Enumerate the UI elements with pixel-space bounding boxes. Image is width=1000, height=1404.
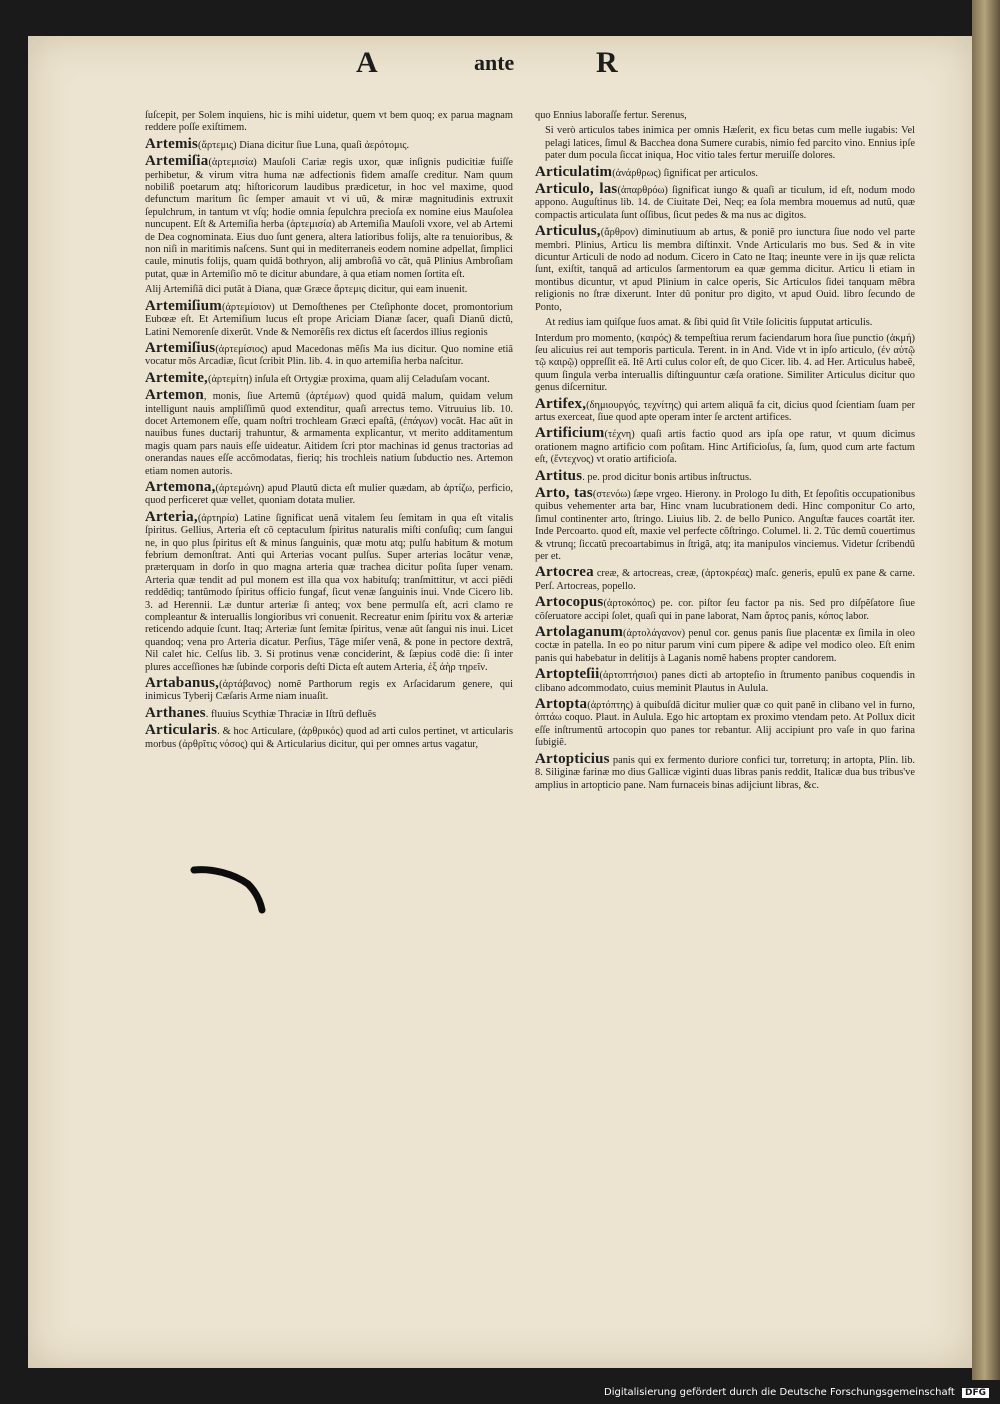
dictionary-entry: [535, 427, 915, 466]
entry-headword: Artopta: [535, 696, 588, 713]
header-word: ante: [474, 50, 515, 75]
entry-text: , monis, ſiue Artemũ (ἀρτέμων) quod quidã malum, quidam velum intelligunt nauis ampliſſimũ quod extenditur, quaſi arrectus temo. Vitruuius lib. 10. docet Artemonem eſſe, quam noſtri trochleam Græci epaſtã, (ἐπάγων) vocãt. Hac aũt in nauibus funes ductarij trahuntur, & armamenta explicantur, vt merito additamentum magis quam pars nauis eſſe uideatur. Aitidem ſcri ptor machinas id genus tractorias ad onerandas naues eſſe accõmodatas, fieriq; his trochleis natium ſubductio nes. Artemon etiam nomen autoris.: [145, 391, 513, 477]
dictionary-entry: [145, 478, 513, 508]
dictionary-entry: [535, 317, 915, 329]
entry-text: At redius iam quiſque ſuos amat. & ſibi quid ſit Vtile ſolicitis ſupputat articulis.: [545, 317, 873, 329]
entry-headword: Artemis: [145, 135, 199, 152]
footer-credit: [604, 1387, 989, 1401]
dictionary-entry: [535, 163, 915, 180]
dictionary-entry: [535, 467, 915, 484]
dictionary-entry: [145, 369, 513, 386]
entry-text: Interdum pro momento, (καιρός) & tempeſtiua rerum faciendarum hora ſiue punctio (ἀκμή) ſeu alicuius rei aut temporis particula. Terent. in in And. Vide vt in ipſo articulo, (ἐν αὐτῷ τῷ καιρῷ) oppreſſit eã. Itẽ Arti culus color eſt, de quo Cicer. lib. 4. ad Her. Articulus habeẽ, quum ſingula verba interuallis diſtinguuntur cæſa oratione. Similiter Articulus dicitur quo genus diſcernitur.: [535, 332, 915, 394]
dictionary-entry: [145, 110, 513, 135]
entry-headword: Articulo, las: [535, 181, 618, 198]
dictionary-entry: [145, 677, 513, 704]
entry-text: panis qui ex fermento duriore confici tur, torreturq; in artopta, Plin. lib. 8. Siliginæ farinæ mo dius Gallicæ viginti duas libras panis reddit, Italicæ dua bus tribus've amplius in artopticio pane. Nam furnaceis binas adijciunt libras, &c.: [535, 754, 915, 791]
entry-headword: Artabanus,: [145, 675, 220, 692]
entry-headword: Arthanes: [145, 704, 206, 721]
entry-headword: Artemiſium: [145, 297, 222, 314]
entry-text: (ἀρτόπτης) à quibuſdã dicitur mulier quæ co quit panẽ in clibano vel in furno, ὀπτάω coquo. Plaut. in Aulula. Ego hic artoptam ex proximo vtendam peto. At Pollux dicit eſſe inſtrumentũ artocopin quo panes tor rebantur. Alij accipiunt pro vaſe in quo farina ſubigiẽ.: [535, 700, 915, 749]
dictionary-entry: [535, 333, 915, 395]
entry-headword: Articulatim: [535, 163, 613, 180]
entry-text: (ἀρτεμίσιον) ut Demoſthenes per Cteſiphonte docet, promontorium Eubœæ eſt. Et Artemiſium lucus eſt prope Ariciam Dianæ ſacer, quaſi Dianũ dictũ, Latini Nemorenſe dixerũt. Vnde & Nemorẽſis rex dictus eſt ſacerdos illius regionis: [145, 301, 513, 338]
dictionary-entry: [535, 183, 915, 222]
entry-text: quo Ennius laboraſſe fertur. Serenus,: [535, 110, 687, 121]
entry-text: . pe. prod dicitur bonis artibus inſtructus.: [582, 471, 752, 483]
dictionary-entry: [535, 750, 915, 792]
left-column: [145, 110, 513, 754]
entry-headword: Artitus: [535, 467, 583, 484]
entry-text: (ἀνάρθρως) ſignificat per articulos.: [612, 167, 758, 179]
header-letter-right: R: [596, 46, 618, 79]
entry-text: (ἀπαρθρόω) ſignificat iungo & quaſi ar ticulum, id eſt, nodum modo appono. Auguſtinus lib. 14. de Ciuitate Dei, Neq; ea ſola membra mouemus ad nutũ, quæ compactis articulata ſunt oſſibus, ſicut pedes & ma nus ac digitos.: [535, 185, 915, 221]
entry-text: (ἀρτάβανος) nomẽ Parthorum regis ex Arſacidarum genere, qui inimicus Tyberij Cæſaris Arme niam inuaſit.: [145, 679, 513, 703]
entry-text: (δημιουργός, τεχνίτης) qui artem aliquã fa cit, dicius quod ſcientiam ſuam per artus exerceat, ſiue quod apte operam inter ſe arctent artifices.: [535, 399, 915, 423]
dictionary-entry: [145, 389, 513, 478]
entry-headword: Artopticius: [535, 750, 610, 767]
entry-text: ſuſcepit, per Solem inquiens, hic is mihi uidetur, quem vt bem quoq; ex parua magnam reddere poſſe exiſtimem.: [145, 110, 513, 134]
right-column: [535, 110, 915, 795]
page-edge: [972, 0, 1000, 1380]
entry-text: (ἀρτεμίτη) inſula eſt Ortygiæ proxima, quam alij Celaduſam vocant.: [208, 373, 490, 385]
dictionary-entry: [145, 284, 513, 296]
entry-headword: Artemiſia: [145, 153, 209, 170]
dictionary-entry: [145, 297, 513, 339]
dictionary-entry: [145, 135, 513, 152]
dictionary-entry: [535, 125, 915, 162]
footer-text: Digitalisierung gefördert durch die Deutsche Forschungsgemeinschaft: [604, 1387, 955, 1398]
dictionary-entry: [535, 110, 915, 122]
entry-text: Si verò articulos tabes inimica per omnis Hæſerit, ex ficu betas cum melle iugabis: Vel pelagi latices, ſimul & Bacchea dona Sumere curabis, nimio fed parcito vino. Ennius ipſe pater dum pocula ſiccat iniqua, Hoc vitio tales fertur meruiſſe dolores.: [545, 125, 915, 162]
entry-text: . & hoc Articulare, (ἀρθρικός) quod ad arti culos pertinet, vt articularis morbus (ἀρθρῖτις νόσος) qui & Articularius dicitur, qui per omnes artus vagatur,: [145, 726, 513, 750]
dictionary-entry: [145, 508, 513, 674]
entry-text: (στενόω) ſæpe vrgeo. Hierony. in Prologo Iu dith, Et ſepoſitis occupationibus quibus vehementer arta bar, Hinc vnam lucubrationem dedi. Hinc componitur Co arto, ſimul continenter arto, ſtringo. Liuius lib. 2. de bello Punico. Anguſtæ fauces coartãt iter. Inde Percoarto. quod eſt, maxie vel perfecte cõſtringo. Columel. li. 2. Tũc demũ couertimus & vtrunq; ſiccatũ precoartabimus in ſtrigã, atq; ita manipulos vinciemus. Videtur ſcribendũ per et.: [535, 488, 915, 562]
entry-text: (ἀρτολάγανον) penul cor. genus panis ſiue placentæ ex ſimila in oleo coctæ in patella. In eo po nitur parum vini cum pipere & adipe vel modico oleo. Eſt enim panis qui habebatur in delitijs à Laganis nomẽ habens propter candorem.: [535, 628, 915, 664]
entry-text: (τέχνη) quaſi artis factio quod ars ipſa ope ratur, vt quum dicimus orationem magno artificio com poſitam. Hinc Artificioſus, ſa, ſum, quod cum arte factum eſt, (ἔντεχνος) vt oratio artificioſa.: [535, 429, 915, 466]
ink-stroke-mark: [190, 862, 270, 914]
entry-text: (ἀρτοκόπος) pe. cor. piſtor ſeu factor pa nis. Sed pro diſpẽſatore ſiue cõſeruatore accipi ſolet, quaſi qui in pane laborat, Nam ἄρτος panis, κόπος labor.: [535, 598, 915, 622]
entry-headword: Artificium: [535, 425, 605, 442]
entry-text: (ἀρτεμίσιος) apud Macedonas mẽſis Ma ius dicitur. Quo nomine etiã vocatur mõs Arcadiæ, ſicut ſcribit Plin. lib. 4. in quo artemiſia herba naſcitur.: [145, 343, 513, 368]
entry-text: (ἄρθρον) diminutiuum ab artus, & poniẽ pro iunctura ſiue nodo vel parte membri. Plinius, Articu lis membra diſtinxit. Vnde Articularis mo bus. Sed & in vite dicuntur Articuli de nodo ad nodum. Cicero in Cato ne Itaq; ineunte vere in ijs quæ relicta ſunt, exiſtit, tanquã ad articulos ſarmentorum ea quæ gemma dicitur. Articu li etiam in montibus dicuntur, vt apud Plinium in calce operis, Sic Articulos ſidei tanquam mẽbra religionis no ſtræ dixerunt. Inter dũ ponitur pro digito, vt apud Ouid. libro ſecundo de Ponto,: [535, 227, 915, 313]
dictionary-entry: [535, 698, 915, 750]
dictionary-entry: [145, 339, 513, 369]
entry-headword: Artemon: [145, 387, 204, 404]
dictionary-entry: [145, 724, 513, 751]
dictionary-entry: [145, 155, 513, 281]
entry-headword: Artopteſii: [535, 666, 600, 683]
entry-text: (ἀρτοπτήσιοι) panes dicti ab artopteſio in ſtrumento panibus coquendis in clibano adcommodato, cuius meminit Plautus in Aulula.: [535, 670, 915, 694]
dictionary-entry: [535, 626, 915, 665]
dictionary-entry: [535, 668, 915, 695]
page-header: [0, 42, 1000, 79]
entry-text: (ἀρτηρία) Latine ſignificat uenã vitalem ſeu ſemitam in qua eſt vitalis ſpiritus. Gellius, Arteria eſt cõ ceptaculum ſpiritus naturalis miſti conſuſiq; cum ſangui ne, in quo plus ſpiritus eſt & minus ſanguinis, quæ motu atq; pulſu habitum & motum febrium demonſtrat. Anti qui Arterias vocant pulſus. Super arterias locãtur venæ, præterquam in dorſo in quo magna arteria quæ trachea dicitur poſita ſuper venam. Arteria quæ tendit ad pul monem est illa qua vox habituſq; tranſmittitur, vt acci piẽdi reddẽdiq; tantũmodo ſpiritus officio fungaf, ſicut venæ ſanguinis inui. Vnde Cicero lib. 3. ad Herennii. Læ duntur arteriæ ſi anteq; vox bene permulſa eſt, acri clamo re compleantur & interuallis longioribus vri conuenit. Recreatur enim ſpiritu vox & arteriæ reticendo adquie ſcunt. Itaq; Arteriæ ſunt ſemitæ ſpiritus, venæ aũt ſangui nis inui. Licet quandoq; vena pro Arteria dicatur. Perſius, Tãge miſer venã, & pone in pectore dextrã, Nil calet hic. Celſus lib. 3. Si protinus venæ conciderint, & ſæpius codẽ die: ſi inter plures acceſſiones hæ ſubinde corporis deſti Dicta eſt autem Arteria, ἐξ ἀὴρ τηρεῖν.: [145, 512, 513, 673]
dictionary-entry: [145, 704, 513, 721]
entry-text: creæ, & artocreas, creæ, (ἀρτοκρέας) maſc. generis, epulũ ex pane & carne. Perſ. Artocreas, popello.: [535, 568, 915, 592]
dfg-logo: DFG: [962, 1388, 989, 1398]
entry-headword: Arteria,: [145, 508, 198, 525]
dictionary-entry: [535, 395, 915, 425]
header-letter-left: A: [356, 46, 378, 79]
dictionary-entry: [535, 225, 915, 314]
dictionary-entry: [535, 484, 915, 563]
entry-text: Alij Artemiſiã dici putãt à Diana, quæ Græce ἄρτεμις dicitur, qui eam inuenit.: [145, 284, 468, 296]
entry-headword: Artifex,: [535, 395, 587, 412]
entry-headword: Articularis: [145, 722, 218, 739]
entry-headword: Artolaganum: [535, 624, 624, 641]
dictionary-entry: [535, 596, 915, 623]
entry-headword: Artemona,: [145, 478, 216, 495]
entry-headword: Artocopus: [535, 594, 604, 611]
entry-headword: Artemite,: [145, 369, 209, 386]
entry-headword: Articulus,: [535, 223, 601, 240]
entry-text: (ἀρτεμώνη) apud Plautũ dicta eſt mulier quædam, ab ἀρτίζω, perficio, quod perficeret quæ vellet, quoniam dotata mulier.: [145, 482, 513, 507]
entry-headword: Artemiſius: [145, 339, 216, 356]
entry-headword: Artocrea: [535, 564, 594, 581]
entry-text: (ἀρτεμισία) Mauſoli Cariæ regis uxor, quæ inſignis pudicitiæ fuiſſe perhibetur, & virum vitra huma næ adfectionis fidem amaſſe creditur. Nam quum nobiliß poetarum atq; hiſtoricorum laudibus prædicetur, in hoc vel maxime, quod defunctum maritum ſic ſemper amauit vt vi uũ, & miræ magnitudinis extruxit ſepulchrum, in tantum vt vſq; hodie omnia ſepulchra precioſa ex nomine eius Mauſolea nuncupent. Eſt & Artemiſia herba (ἀρτεμισία) ab Artemiſia Mauſoli vxore, vel ab Artemi de Dea cognominata. Eius duo ſunt genera, altera latioribus folijs, alte ra tenuioribus, & non niſi in maritimis naſcens. Sunt qui in mediterraneis eodem nomine adpellat, ſimplici caule, minutis folijs, quam quidã bothryon, alij ambroſiã vo cãt, quã Plinius Ambroſiam putat, quæ in Artemiſio mõ te dicitur abundare, à qua etiam nomen ſortita eſt.: [145, 157, 513, 280]
dictionary-entry: [535, 566, 915, 593]
entry-headword: Arto, tas: [535, 484, 593, 501]
entry-text: (ἄρτεμις) Diana dicitur ſiue Luna, quaſi ἀερότομις.: [198, 139, 410, 151]
entry-text: . fluuius Scythiæ Thraciæ in Iſtrũ defluẽs: [205, 708, 377, 720]
